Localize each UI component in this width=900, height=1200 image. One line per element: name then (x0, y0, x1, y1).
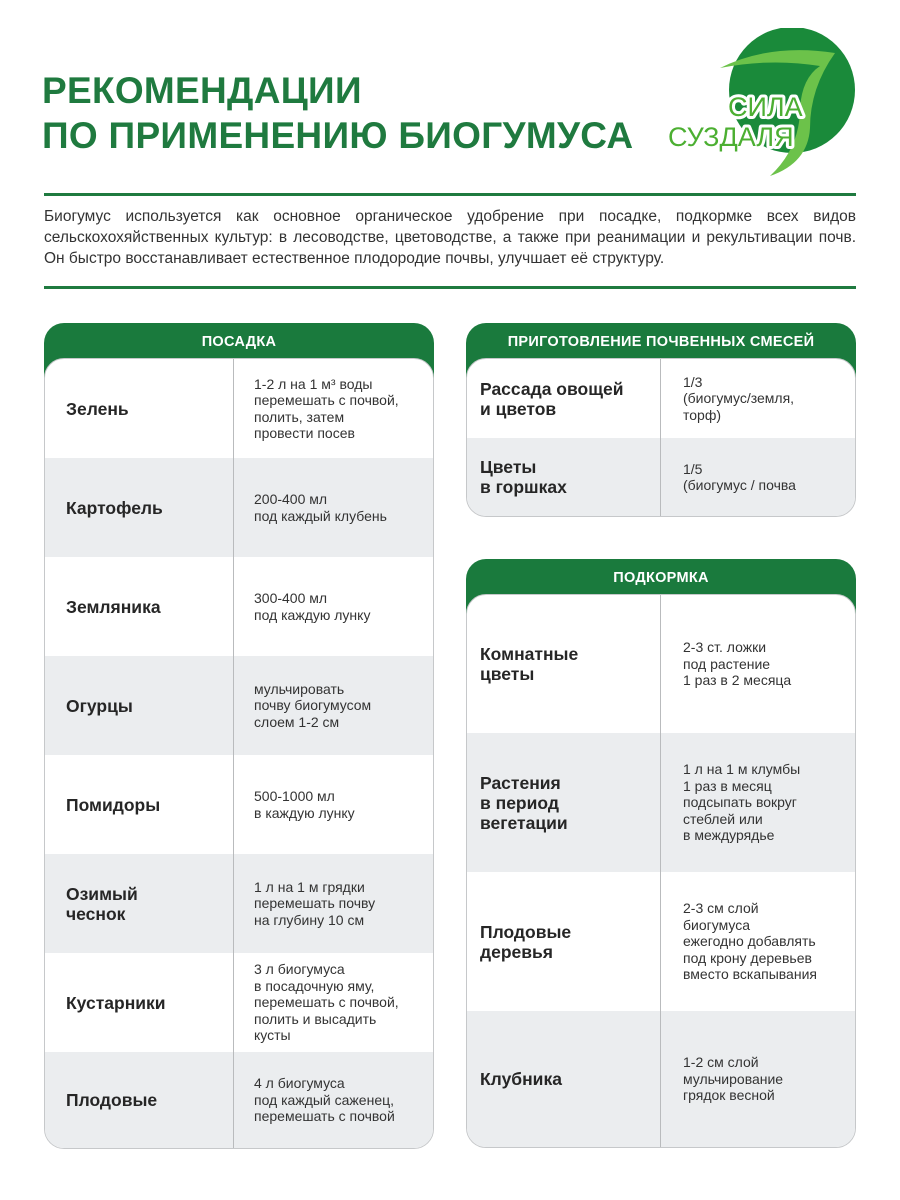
dose-value: 1/5 (биогумус / почва (683, 460, 796, 493)
dose-value: 1/3 (биогумус/земля, торф) (683, 373, 795, 423)
dose-value: 1-2 см слой мульчирование грядок весной (683, 1054, 784, 1104)
planting-card (44, 323, 434, 1149)
divider (44, 193, 856, 196)
title-line-1: РЕКОМЕНДАЦИИ (42, 70, 362, 111)
table-row (467, 1011, 855, 1147)
intro-text: Биогумус используется как основное органическое удобрение при посадке, подкормке всех видов сельскохохяйственных культур: в лесоводстве, цветоводстве, а также при реанимации и рекультивации почв. Он быстро восстанавливает естественное плодородие почвы, улучшает её структуру. (44, 208, 856, 267)
table-row (467, 438, 855, 516)
feeding-card (466, 559, 856, 1148)
table-row (45, 656, 433, 755)
crop-label: Комнатные цветы (467, 595, 661, 733)
crop-label: Клубника (467, 1011, 661, 1147)
soil-mix-card (466, 323, 856, 517)
table-row (467, 595, 855, 733)
brand-logo (660, 28, 860, 178)
crop-label: Картофель (45, 458, 234, 557)
dose-value: 500-1000 мл в каждую лунку (254, 788, 355, 821)
dose-value: 3 л биогумуса в посадочную яму, перемешать с почвой, полить и высадить кусты (254, 961, 399, 1044)
dose-value: мульчировать почву биогумусом слоем 1-2 см (254, 680, 372, 730)
dose-value: 4 л биогумуса под каждый саженец, перемешать с почвой (254, 1075, 395, 1125)
crop-label: Озимый чеснок (45, 854, 234, 953)
divider (44, 286, 856, 289)
dose-value: 1 л на 1 м грядки перемешать почву на глубину 10 см (254, 878, 376, 928)
card-title: ПОСАДКА (201, 334, 277, 350)
dose-value: 1-2 л на 1 м³ воды перемешать с почвой, полить, затем провести посев (254, 375, 399, 441)
table-row (45, 854, 433, 953)
crop-label: Растения в период вегетации (467, 733, 661, 872)
planting-table (44, 358, 434, 1149)
table-row (45, 557, 433, 656)
crop-label: Земляника (45, 557, 234, 656)
logo-word-1: СИЛА (728, 92, 803, 122)
crop-label: Рассада овощей и цветов (467, 359, 661, 438)
crop-label: Огурцы (45, 656, 234, 755)
logo-word-2: СУЗДАЛЯ (668, 122, 794, 152)
dose-value: 2-3 ст. ложки под растение 1 раз в 2 месяца (683, 639, 792, 689)
card-title: ПРИГОТОВЛЕНИЕ ПОЧВЕННЫХ СМЕСЕЙ (507, 334, 815, 350)
table-row (45, 359, 433, 458)
feeding-table (466, 594, 856, 1148)
soil-mix-table (466, 358, 856, 517)
dose-value: 200-400 мл под каждый клубень (254, 491, 387, 524)
table-row (467, 733, 855, 872)
card-title: ПОДКОРМКА (613, 570, 709, 586)
crop-label: Помидоры (45, 755, 234, 854)
page-title (42, 68, 633, 158)
dose-value: 1 л на 1 м клумбы 1 раз в месяц подсыпать вокруг стеблей или в междурядье (683, 761, 801, 844)
crop-label: Цветы в горшках (467, 438, 661, 516)
title-line-2: ПО ПРИМЕНЕНИЮ БИОГУМУСА (42, 115, 634, 156)
table-row (45, 953, 433, 1052)
crop-label: Плодовые (45, 1052, 234, 1148)
table-row (45, 755, 433, 854)
table-row (467, 359, 855, 438)
dose-value: 300-400 мл под каждую лунку (254, 590, 371, 623)
dose-value: 2-3 см слой биогумуса ежегодно добавлять под крону деревьев вместо вскапывания (683, 900, 817, 983)
crop-label: Зелень (45, 359, 234, 458)
table-row (467, 872, 855, 1011)
crop-label: Плодовые деревья (467, 872, 661, 1011)
table-row (45, 458, 433, 557)
crop-label: Кустарники (45, 953, 234, 1052)
table-row (45, 1052, 433, 1148)
